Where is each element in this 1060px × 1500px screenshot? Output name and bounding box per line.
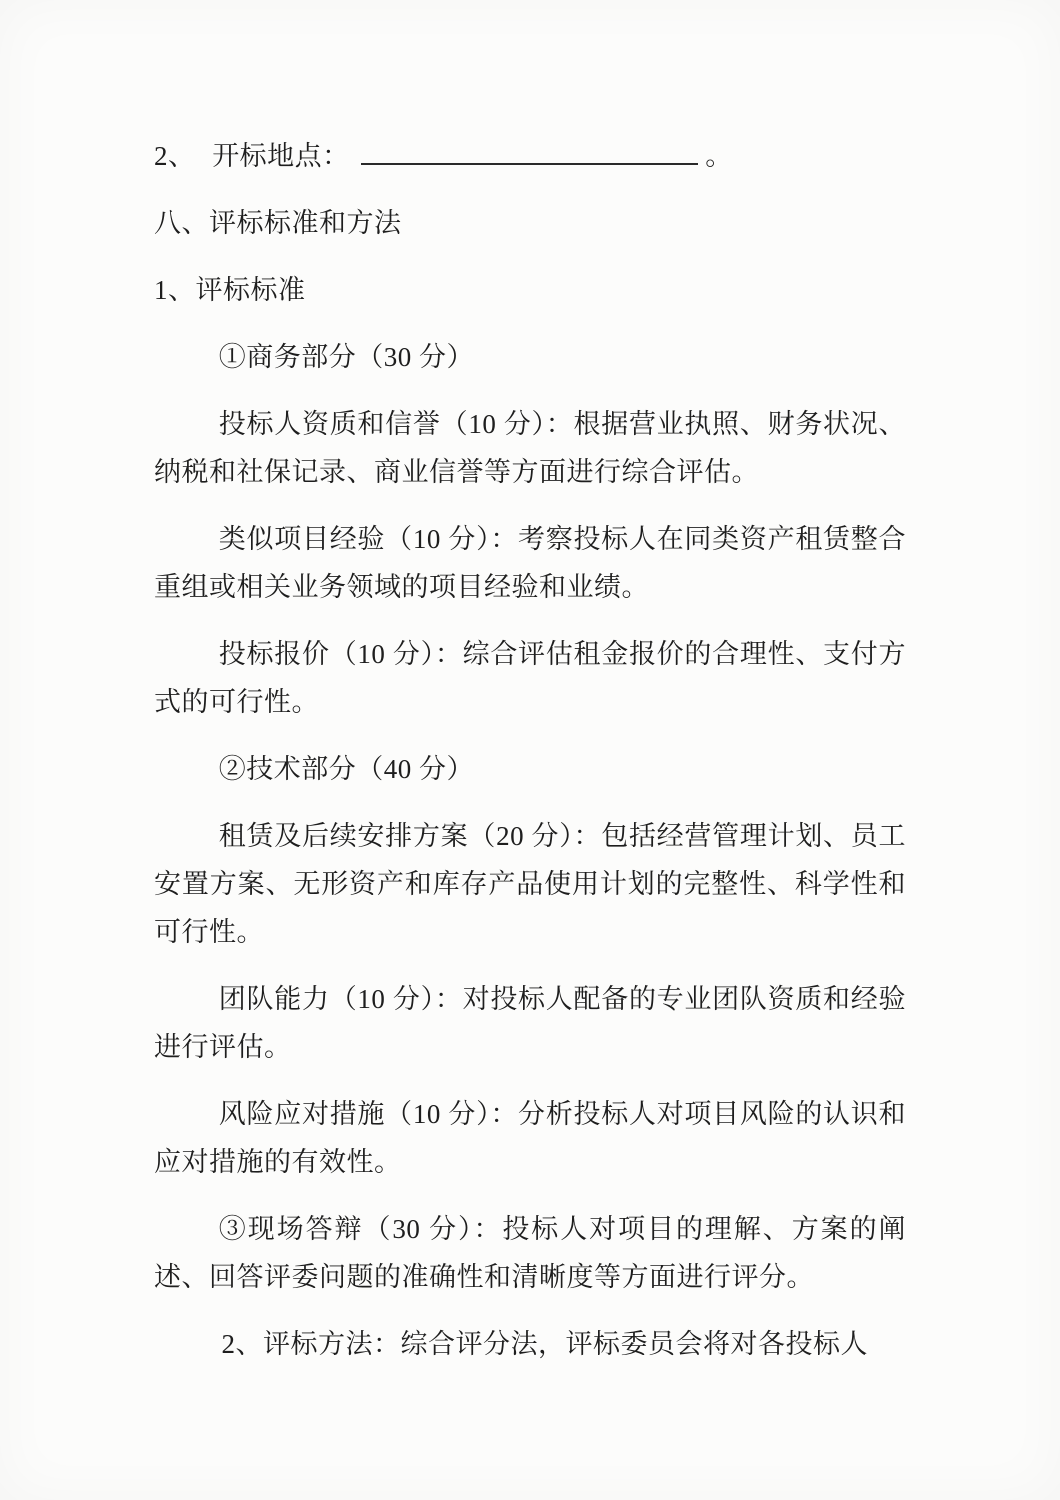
paragraph-business-part: ①商务部分（30 分） — [218, 342, 475, 372]
paragraph-bidder-qualification: 投标人资质和信誉（10 分）：根据营业执照、财务状况、纳税和社保记录、商业信誉等方面进行综合评估。 — [154, 409, 906, 487]
subsection-heading: 1、评标标准 — [154, 275, 306, 305]
open-location-line — [154, 132, 906, 180]
paragraph-onsite-defense: ③现场答辩（30 分）：投标人对项目的理解、方案的阐述、回答评委问题的准确性和清晰度等方面进行评分。 — [154, 1214, 906, 1292]
open-location-label: 开标地点： — [212, 141, 350, 171]
paragraph-risk-measures: 风险应对措施（10 分）：分析投标人对项目风险的认识和应对措施的有效性。 — [154, 1099, 906, 1177]
document-content — [154, 132, 906, 1387]
paragraph-similar-experience: 类似项目经验（10 分）：考察投标人在同类资产租赁整合重组或相关业务领域的项目经验和业绩。 — [154, 524, 906, 602]
paragraph-lease-plan: 租赁及后续安排方案（20 分）：包括经营管理计划、员工安置方案、无形资产和库存产品使用计划的完整性、科学性和可行性。 — [154, 821, 906, 947]
section-heading: 八、评标标准和方法 — [154, 208, 402, 238]
period-mark: 。 — [705, 141, 733, 171]
item-number: 2、 — [154, 141, 196, 171]
blank-fill-line — [361, 136, 698, 165]
paragraph-evaluation-method: 2、评标方法：综合评分法，评标委员会将对各投标人 — [221, 1329, 868, 1359]
paragraph-technical-part: ②技术部分（40 分） — [218, 754, 475, 784]
paragraph-team-capability: 团队能力（10 分）：对投标人配备的专业团队资质和经验进行评估。 — [154, 984, 906, 1062]
paragraph-bid-price: 投标报价（10 分）：综合评估租金报价的合理性、支付方式的可行性。 — [154, 639, 906, 717]
